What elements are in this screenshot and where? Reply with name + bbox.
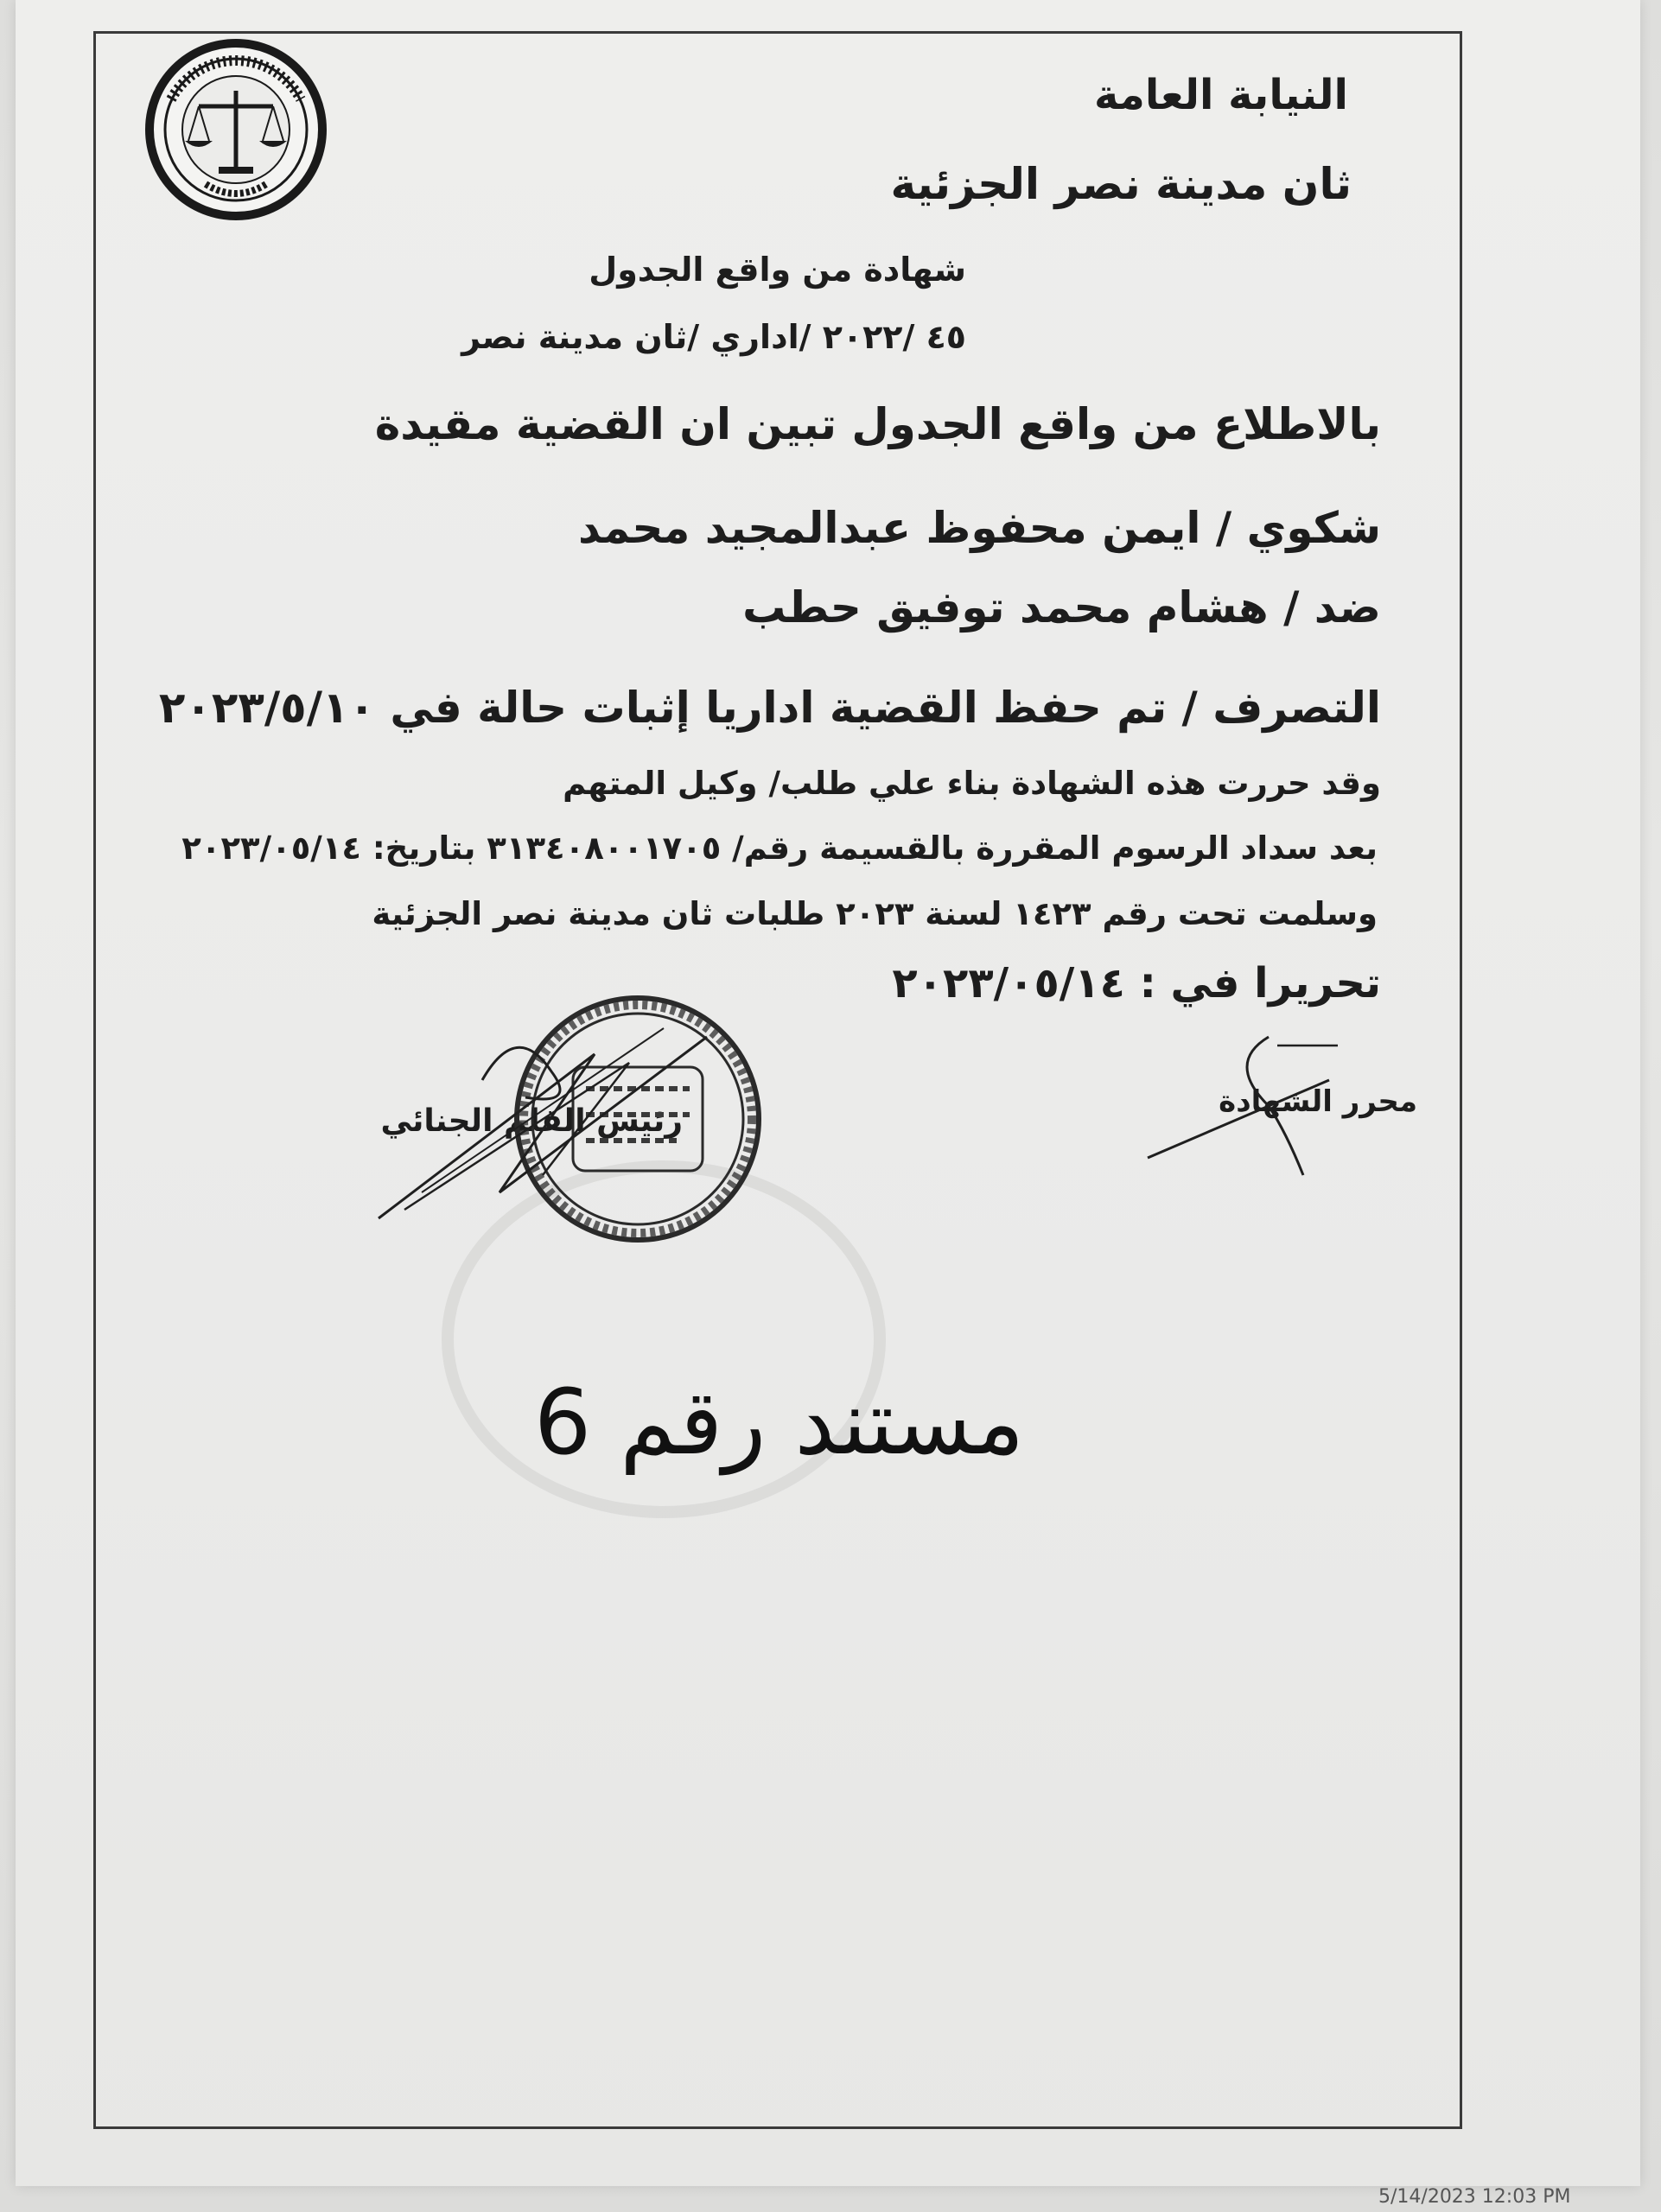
writer-signature	[1139, 1028, 1364, 1192]
writer-signature-label: محرر الشهادة	[1219, 1084, 1417, 1119]
certificate-title: شهادة من واقع الجدول	[589, 251, 966, 289]
chief-clerk-signature	[370, 1002, 733, 1236]
authority-heading: النيابة العامة	[1094, 71, 1348, 119]
issued-date: تحريرا في : ٢٠٢٣/٠٥/١٤	[892, 959, 1381, 1007]
chief-clerk-label: رئيس القلم الجنائي	[380, 1103, 683, 1139]
case-reference: ٤٥ /٢٠٢٢ /اداري /ثان مدينة نصر	[461, 318, 966, 356]
defendant-line: ضد / هشام محمد توفيق حطب	[742, 582, 1381, 632]
scales-of-justice-seal-icon	[145, 39, 327, 220]
document-number-label: مستند رقم 6	[534, 1370, 1025, 1475]
document-page	[16, 0, 1640, 2186]
complainant-line: شكوي / ايمن محفوظ عبدالمجيد محمد	[577, 503, 1381, 553]
fees-note: بعد سداد الرسوم المقررة بالقسيمة رقم/ ٣١٣٤٠٨٠٠١٧٠٥ بتاريخ: ٢٠٢٣/٠٥/١٤	[181, 830, 1378, 867]
intro-line: بالاطلاع من واقع الجدول تبين ان القضية مقيدة	[374, 399, 1381, 449]
delivery-note: وسلمت تحت رقم ١٤٢٣ لسنة ٢٠٢٣ طلبات ثان مدينة نصر الجزئية	[372, 895, 1378, 932]
office-heading: ثان مدينة نصر الجزئية	[890, 159, 1352, 209]
photo-timestamp: 5/14/2023 12:03 PM	[1378, 2186, 1571, 2208]
request-note: وقد حررت هذه الشهادة بناء علي طلب/ وكيل المتهم	[563, 765, 1381, 802]
disposition-line: التصرف / تم حفظ القضية اداريا إثبات حالة في ٢٠٢٣/٥/١٠	[158, 683, 1381, 733]
